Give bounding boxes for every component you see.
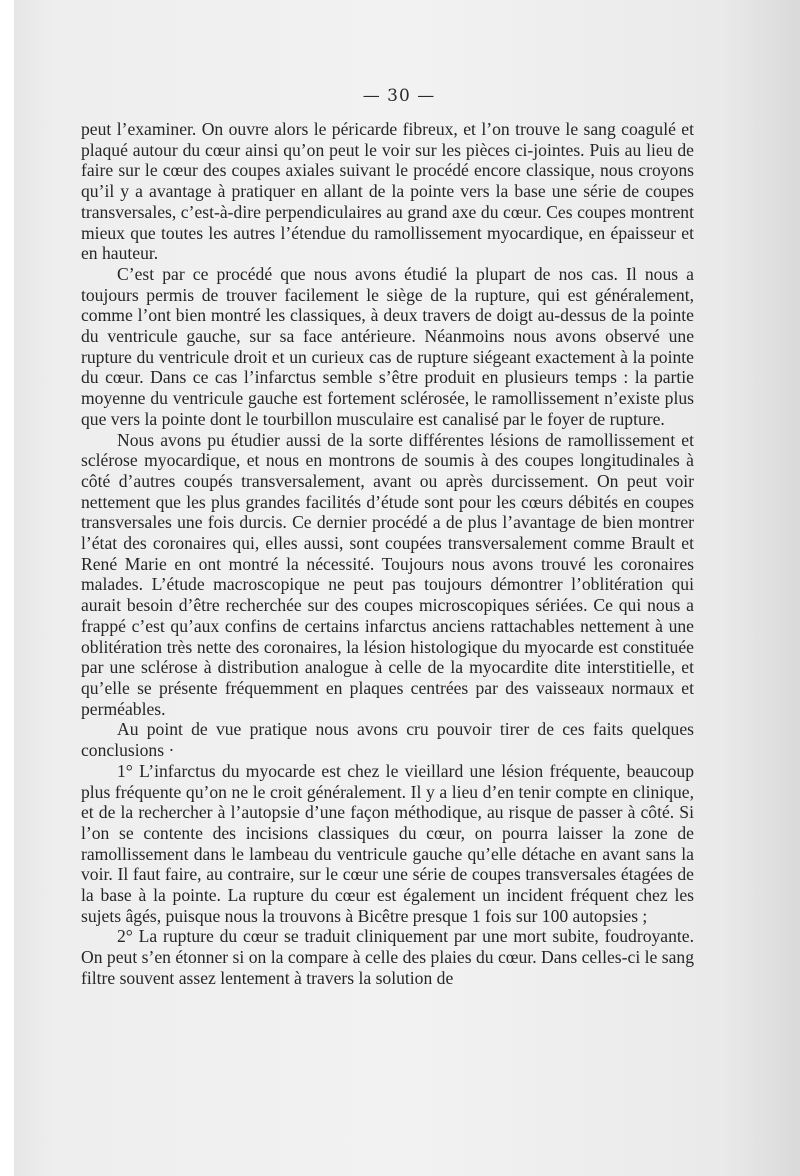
scanned-page [14,0,800,1176]
paragraph-continuation: peut l’examiner. On ouvre alors le péricarde fibreux, et l’on trouve le sang coagulé et plaqué autour du cœur ainsi qu’on peut le voir sur les pièces ci-jointes. Puis au lieu de faire sur le cœur des coupes axiales suivant le procédé encore classique, nous croyons qu’il y a avantage à pratiquer en allant de la pointe vers la base une série de coupes transversales, c’est-à-dire perpendiculaires au grand axe du cœur. Ces coupes montrent mieux que toutes les autres l’étendue du ramollissement myocardique, en épaisseur et en hauteur. [81,119,694,264]
paragraph-conclusion-1: 1° L’infarctus du myocarde est chez le vieillard une lésion fréquente, beaucoup plus fréquente qu’on ne le croit généralement. Il y a lieu d’en tenir compte en clinique, et de la rechercher à l’autopsie d’une façon méthodique, au risque de passer à côté. Si l’on se contente des incisions classiques du cœur, on pourra laisser la zone de ramollissement dans le lambeau du ventricule gauche qu’elle détache en avant sans la voir. Il faut faire, au contraire, sur le cœur une série de coupes transversales étagées de la base à la pointe. La rupture du cœur est également un incident fréquent chez les sujets âgés, puisque nous la trouvons à Bicêtre presque 1 fois sur 100 autopsies ; [81,760,694,926]
body-text [81,119,694,989]
paragraph-procedure: C’est par ce procédé que nous avons étudié la plupart de nos cas. Il nous a toujours permis de trouver facilement le siège de la rupture, qui est généralement, comme l’ont bien montré les classiques, à deux travers de doigt au-dessus de la pointe du ventricule gauche, sur sa face antérieure. Néanmoins nous avons observé une rupture du ventricule droit et un curieux cas de rupture siégeant exactement à la pointe du cœur. Dans ce cas l’infarctus semble s’être produit en plusieurs temps : la partie moyenne du ventricule gauche est fortement sclérosée, le ramollissement n’existe plus que vers la pointe dont le tourbillon musculaire est canalisé par le foyer de rupture. [81,263,694,429]
paragraph-conclusion-2: 2° La rupture du cœur se traduit cliniquement par une mort subite, foudroyante. On peut s’en étonner si on la compare à celle des plaies du cœur. Dans celles-ci le sang filtre souvent assez lentement à travers la solution de [81,926,694,988]
paragraph-conclusions-intro: Au point de vue pratique nous avons cru pouvoir tirer de ces faits quelques conclusions · [81,719,694,761]
paragraph-lesions: Nous avons pu étudier aussi de la sorte différentes lésions de ramollissement et sclérose myocardique, et nous en montrons de soumis à des coupes longitudinales à côté d’autres coupés transversalement, avant ou après durcissement. On peut voir nettement que les plus grandes facilités d’étude sont pour les cœurs débités en coupes transversales une fois durcis. Ce dernier procédé a de plus l’avantage de bien montrer l’état des coronaires qui, elles aussi, sont coupées transversalement comme Brault et René Marie en ont montré la nécessité. Toujours nous avons trouvé les coronaires malades. L’étude macroscopique ne peut pas toujours démontrer l’oblitération qui aurait besoin d’être recherchée sur des coupes microscopiques sériées. Ce qui nous a frappé c’est qu’aux confins de certains infarctus anciens rattachables nettement à une oblitération très nette des coronaires, la lésion histologique du myocarde est constituée par une sclérose à distribution analogue à celle de la myocardite dite interstitielle, et qu’elle se présente fréquemment en plaques centrées par des vaisseaux normaux et perméables. [81,429,694,719]
page-number: — 30 — [362,86,436,106]
